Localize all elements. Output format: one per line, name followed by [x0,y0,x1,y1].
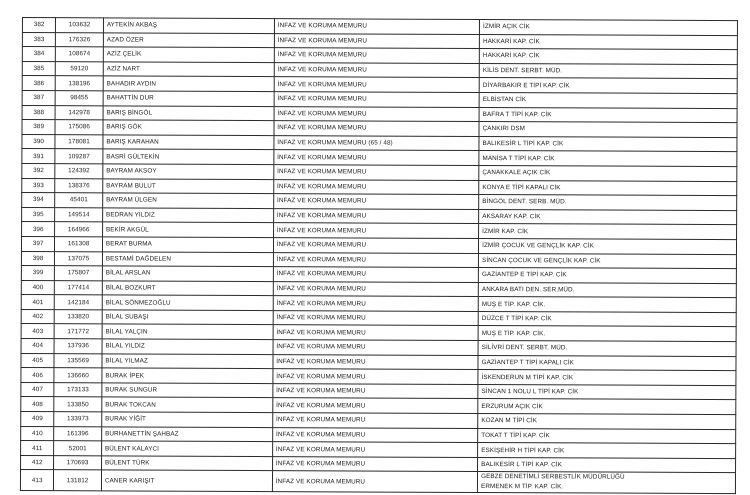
job-title-cell: İNFAZ VE KORUMA MEMURU [273,238,478,253]
person-name-cell: BERAT BURMA [102,237,273,252]
registry-number-cell: 178081 [55,134,103,149]
job-title-cell: İNFAZ VE KORUMA MEMURU [272,442,477,457]
registry-number-cell: 131812 [54,470,102,491]
personnel-table-body [20,18,737,495]
row-number-cell: 412 [21,455,54,470]
assigned-unit-cell: MUŞ E TİP. KAP. CİK. [478,326,736,342]
job-title-cell: İNFAZ VE KORUMA MEMURU [274,33,479,48]
registry-number-cell: 142978 [55,105,103,120]
person-name-cell: BAHADIR AYDIN [103,76,274,91]
person-name-cell: BİLAL YILMAZ [102,354,273,369]
job-title-cell: İNFAZ VE KORUMA MEMURU [273,281,478,296]
job-title-cell: İNFAZ VE KORUMA MEMURU [274,150,479,165]
row-number-cell: 410 [21,426,54,441]
row-number-cell: 401 [21,295,54,310]
row-number-cell: 409 [21,412,54,427]
job-title-cell: İNFAZ VE KORUMA MEMURU [274,179,479,194]
assigned-unit-cell: İSKENDERUN M TİPİ KAP. CİK [478,370,736,386]
registry-number-cell: 142184 [55,295,103,310]
assigned-unit-cell: ÇANAKKALE AÇIK CİK [479,165,737,181]
person-name-cell: BASRİ GÜLTEKİN [103,149,274,164]
registry-number-cell: 161308 [55,237,103,252]
registry-number-cell: 133820 [55,310,103,325]
registry-number-cell: 149514 [55,207,103,222]
job-title-cell: İNFAZ VE KORUMA MEMURU [274,62,479,77]
person-name-cell: AZAD ÖZER [103,32,274,47]
person-name-cell: BAYRAM AKSOY [103,164,274,179]
registry-number-cell: 98455 [55,91,103,106]
assigned-unit-cell: HAKKARİ KAP. CİK [479,34,737,50]
person-name-cell: BİLAL SÖNMEZOĞLU [102,295,273,310]
person-name-cell: BAYRAM ÜLGEN [103,193,274,208]
person-name-cell: AZİZ NART [103,62,274,77]
assigned-unit-cell: KOZAN M TİPİ CİK [478,414,736,430]
row-number-cell: 391 [22,149,55,164]
registry-number-cell: 173133 [54,382,102,397]
assigned-unit-cell: İZMİR KAP. CİK [479,224,737,240]
row-number-cell: 392 [22,163,55,178]
assigned-unit-cell: BALIKESİR L TİPİ KAP. CİK [478,457,736,473]
job-title-cell: İNFAZ VE KORUMA MEMURU (65 / 48) [274,135,479,150]
registry-number-cell: 59120 [56,61,104,76]
row-number-cell: 397 [21,236,54,251]
job-title-cell: İNFAZ VE KORUMA MEMURU [272,456,477,471]
row-number-cell: 386 [22,76,55,91]
job-title-cell: İNFAZ VE KORUMA MEMURU [273,383,478,398]
job-title-cell: İNFAZ VE KORUMA MEMURU [273,325,478,340]
assigned-unit-cell: BİNGÖL DENT. SERB. MÜD. [479,195,737,211]
registry-number-cell: 52001 [54,441,102,456]
person-name-cell: AYTEKİN AKBAŞ [103,18,274,33]
assigned-unit-cell: İZMİR AÇIK CİK [480,19,738,35]
person-name-cell: BÜLENT KALAYCI [101,441,272,456]
row-number-cell: 411 [21,441,54,456]
person-name-cell: BEKİR AKGÜL [102,222,273,237]
row-number-cell: 404 [21,339,54,354]
row-number-cell: 393 [22,178,55,193]
job-title-cell: İNFAZ VE KORUMA MEMURU [273,296,478,311]
job-title-cell: İNFAZ VE KORUMA MEMURU [274,165,479,180]
person-name-cell: BAHATTİN DUR [103,91,274,106]
row-number-cell: 400 [21,280,54,295]
job-title-cell: İNFAZ VE KORUMA MEMURU [273,369,478,384]
assigned-unit-cell: ESKİŞEHİR H TİPİ KAP. CİK [478,443,736,459]
assigned-unit-cell: ERZURUM AÇIK CİK [478,399,736,415]
assigned-unit-cell: AKSARAY KAP. CİK [479,209,737,225]
person-name-cell: BURAK SUNGUR [102,383,273,398]
person-name-cell: BURAK YİĞİT [102,412,273,427]
assigned-unit-cell: ANKARA BATI DEN. SER.MÜD. [478,282,736,298]
job-title-cell: İNFAZ VE KORUMA MEMURU [273,310,478,325]
assigned-unit-cell: ÇANKIRI DSM [479,122,737,138]
assigned-unit-cell: BALIKESİR L TİPİ KAP. CİK [479,136,737,152]
person-name-cell: CANER KARIŞIT [101,470,272,492]
row-number-cell: 387 [22,90,55,105]
person-name-cell: AZİZ ÇELİK [103,47,274,62]
registry-number-cell: 124392 [55,164,103,179]
row-number-cell: 413 [20,470,53,491]
person-name-cell: BURAK İPEK [102,368,273,383]
assigned-unit-cell: ELBİSTAN CİK [479,92,737,108]
registry-number-cell: 133973 [54,412,102,427]
person-name-cell: BURAK TOKCAN [102,397,273,412]
assigned-unit-cell: BAFRA T TİPİ KAP. CİK [479,107,737,123]
row-number-cell: 394 [22,193,55,208]
job-title-cell: İNFAZ VE KORUMA MEMURU [274,48,479,63]
job-title-cell: İNFAZ VE KORUMA MEMURU [273,223,478,238]
row-number-cell: 399 [21,266,54,281]
job-title-cell: İNFAZ VE KORUMA MEMURU [273,252,478,267]
person-name-cell: BÜLENT TÜRK [101,456,272,471]
person-name-cell: BİLAL ARSLAN [102,266,273,281]
assigned-unit-cell: SİNCAN ÇOCUK VE GENÇLİK KAP. CİK [479,253,737,269]
registry-number-cell: 170693 [54,455,102,470]
registry-number-cell: 138376 [55,178,103,193]
registry-number-cell: 137936 [54,339,102,354]
registry-number-cell: 137075 [55,251,103,266]
row-number-cell: 382 [22,18,55,33]
row-number-cell: 396 [22,222,55,237]
person-name-cell: BEDRAN YILDIZ [102,208,273,223]
row-number-cell: 395 [22,207,55,222]
assigned-unit-cell: TOKAT T TİPİ KAP. CİK [478,428,736,444]
assigned-unit-text: GEBZE DENETİMLİ SERBESTLİK MÜDÜRLÜĞÜ [481,473,625,482]
row-number-cell: 405 [21,353,54,368]
row-number-cell: 402 [21,309,54,324]
row-number-cell: 383 [22,32,55,47]
registry-number-cell: 109287 [55,149,103,164]
assigned-unit-cell: SİLİVRİ DENT. SERBT. MÜD. [478,341,736,357]
person-name-cell: BURHANETTİN ŞAHBAZ [102,426,273,441]
registry-number-cell: 175807 [55,266,103,281]
person-name-cell: BARIŞ BİNGÖL [103,105,274,120]
job-title-cell: İNFAZ VE KORUMA MEMURU [274,19,479,34]
registry-number-cell: 175086 [55,120,103,135]
assigned-unit-cell: MANİSA T TİPİ KAP. CİK [479,151,737,167]
person-name-cell: BARIŞ KARAHAN [103,135,274,150]
row-number-cell: 390 [22,134,55,149]
assigned-unit-cell: SİNCAN 1 NOLU L TİPİ KAP. CİK [478,384,736,400]
assigned-unit-cell: DÜZCE T TİPİ KAP. CİK [478,311,736,327]
row-number-cell: 406 [21,368,54,383]
job-title-cell: İNFAZ VE KORUMA MEMURU [273,413,478,428]
personnel-table [20,17,738,495]
job-title-cell: İNFAZ VE KORUMA MEMURU [272,471,477,493]
assigned-unit-continuation: ERMENEK M TİP. KAP. CİK. [481,483,564,491]
row-number-cell: 388 [22,105,55,120]
job-title-cell: İNFAZ VE KORUMA MEMURU [274,92,479,107]
person-name-cell: BİLAL YALÇIN [102,324,273,339]
person-name-cell: BİLAL YILDIZ [102,339,273,354]
row-number-cell: 384 [22,47,55,62]
registry-number-cell: 171772 [54,324,102,339]
person-name-cell: BARIŞ GÖK [103,120,274,135]
assigned-unit-cell: MUŞ E TİP. KAP. CİK. [478,297,736,313]
row-number-cell: 398 [21,251,54,266]
person-name-cell: BAYRAM BULUT [103,178,274,193]
job-title-cell: İNFAZ VE KORUMA MEMURU [273,194,478,209]
job-title-cell: İNFAZ VE KORUMA MEMURU [273,354,478,369]
job-title-cell: İNFAZ VE KORUMA MEMURU [274,77,479,92]
row-number-cell: 403 [21,324,54,339]
registry-number-cell: 176326 [56,32,104,47]
registry-number-cell: 135569 [54,353,102,368]
job-title-cell: İNFAZ VE KORUMA MEMURU [273,398,478,413]
job-title-cell: İNFAZ VE KORUMA MEMURU [274,106,479,121]
registry-number-cell: 177414 [55,280,103,295]
registry-number-cell: 138196 [56,76,104,91]
assigned-unit-cell: GAZİANTEP T TİPİ KAPALI CİK [478,355,736,371]
assigned-unit-cell: DİYARBAKIR E TİPİ KAP. CİK [479,78,737,94]
registry-number-cell: 103632 [56,18,104,33]
person-name-cell: BESTAMİ DAĞDELEN [102,251,273,266]
registry-number-cell: 133850 [54,397,102,412]
row-number-cell: 408 [21,397,54,412]
registry-number-cell: 164966 [55,222,103,237]
row-number-cell: 407 [21,382,54,397]
job-title-cell: İNFAZ VE KORUMA MEMURU [274,121,479,136]
registry-number-cell: 108674 [56,47,104,62]
assigned-unit-cell [478,472,736,494]
job-title-cell: İNFAZ VE KORUMA MEMURU [272,427,477,442]
row-number-cell: 385 [22,61,55,76]
assigned-unit-cell: KONYA E TİPİ KAPALI CİK [479,180,737,196]
registry-number-cell: 45401 [55,193,103,208]
registry-number-cell: 161396 [54,426,102,441]
registry-number-cell: 136660 [54,368,102,383]
job-title-cell: İNFAZ VE KORUMA MEMURU [273,267,478,282]
assigned-unit-cell: HAKKARİ KAP. CİK [479,49,737,65]
job-title-cell: İNFAZ VE KORUMA MEMURU [273,340,478,355]
job-title-cell: İNFAZ VE KORUMA MEMURU [273,208,478,223]
person-name-cell: BİLAL SUBAŞI [102,310,273,325]
row-number-cell: 389 [22,120,55,135]
person-name-cell: BİLAL BOZKURT [102,281,273,296]
assigned-unit-cell: KİLİS DENT. SERBT. MÜD. [479,63,737,79]
assigned-unit-cell: GAZİANTEP E TİPİ KAP. CİK [478,268,736,284]
assigned-unit-cell: İZMİR ÇOCUK VE GENÇLİK KAP. CİK [479,238,737,254]
